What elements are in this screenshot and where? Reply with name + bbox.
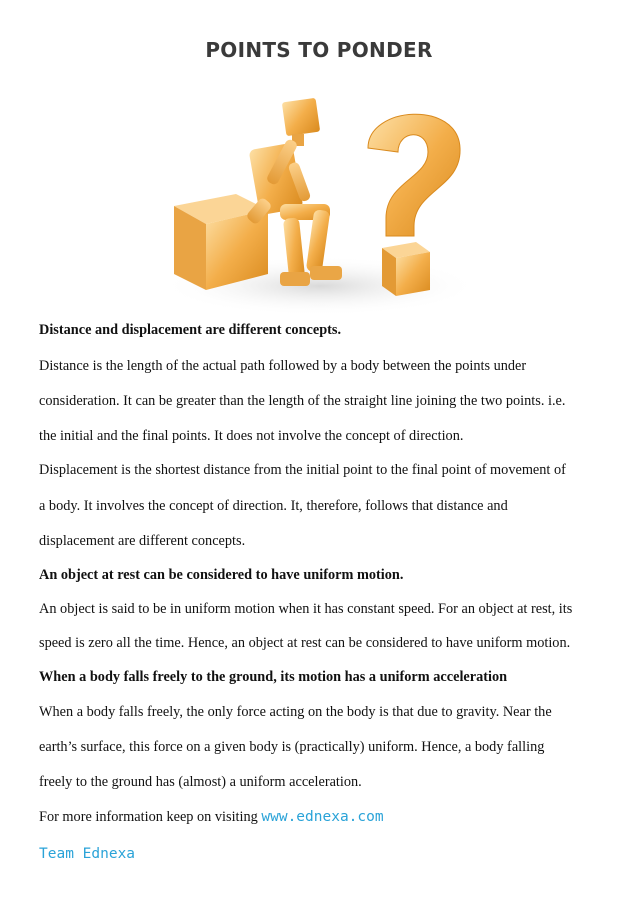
paragraph-line: Displacement is the shortest distance from the initial point to the final point of movement of [39,462,566,478]
team-signature [39,845,609,863]
heading-free-fall: When a body falls freely to the ground, its motion has a uniform acceleration [39,669,508,685]
paragraph-line: freely to the ground has (almost) a uniform acceleration. [39,774,362,790]
thinking-figure-question-mark-icon [160,86,482,324]
team-ednexa-text: Team Ednexa [39,846,136,862]
paragraph-line: Distance is the length of the actual path followed by a body between the points under [39,358,527,374]
more-info-line [39,808,609,826]
paragraph-line: When a body falls freely, the only force acting on the body is that due to gravity. Near the [39,704,552,720]
paragraph-line: consideration. It can be greater than the length of the straight line joining the two points. i.e. [39,393,566,409]
page-title: POINTS TO PONDER [205,38,433,62]
paragraph-line: speed is zero all the time. Hence, an object at rest can be considered to have uniform motion. [39,635,571,651]
paragraph-line: the initial and the final points. It does not involve the concept of direction. [39,428,464,444]
more-info-text: For more information keep on visiting [39,809,262,825]
heading-distance-displacement: Distance and displacement are different concepts. [39,322,342,338]
paragraph-line: a body. It involves the concept of direction. It, therefore, follows that distance and [39,498,508,514]
paragraph-line: displacement are different concepts. [39,533,246,549]
paragraph-line: earth’s surface, this force on a given body is (practically) uniform. Hence, a body falling [39,739,545,755]
heading-uniform-motion: An object at rest can be considered to have uniform motion. [39,567,404,583]
paragraph-line: An object is said to be in uniform motion when it has constant speed. For an object at rest, its [39,601,573,617]
website-link[interactable]: www.ednexa.com [261,809,384,825]
